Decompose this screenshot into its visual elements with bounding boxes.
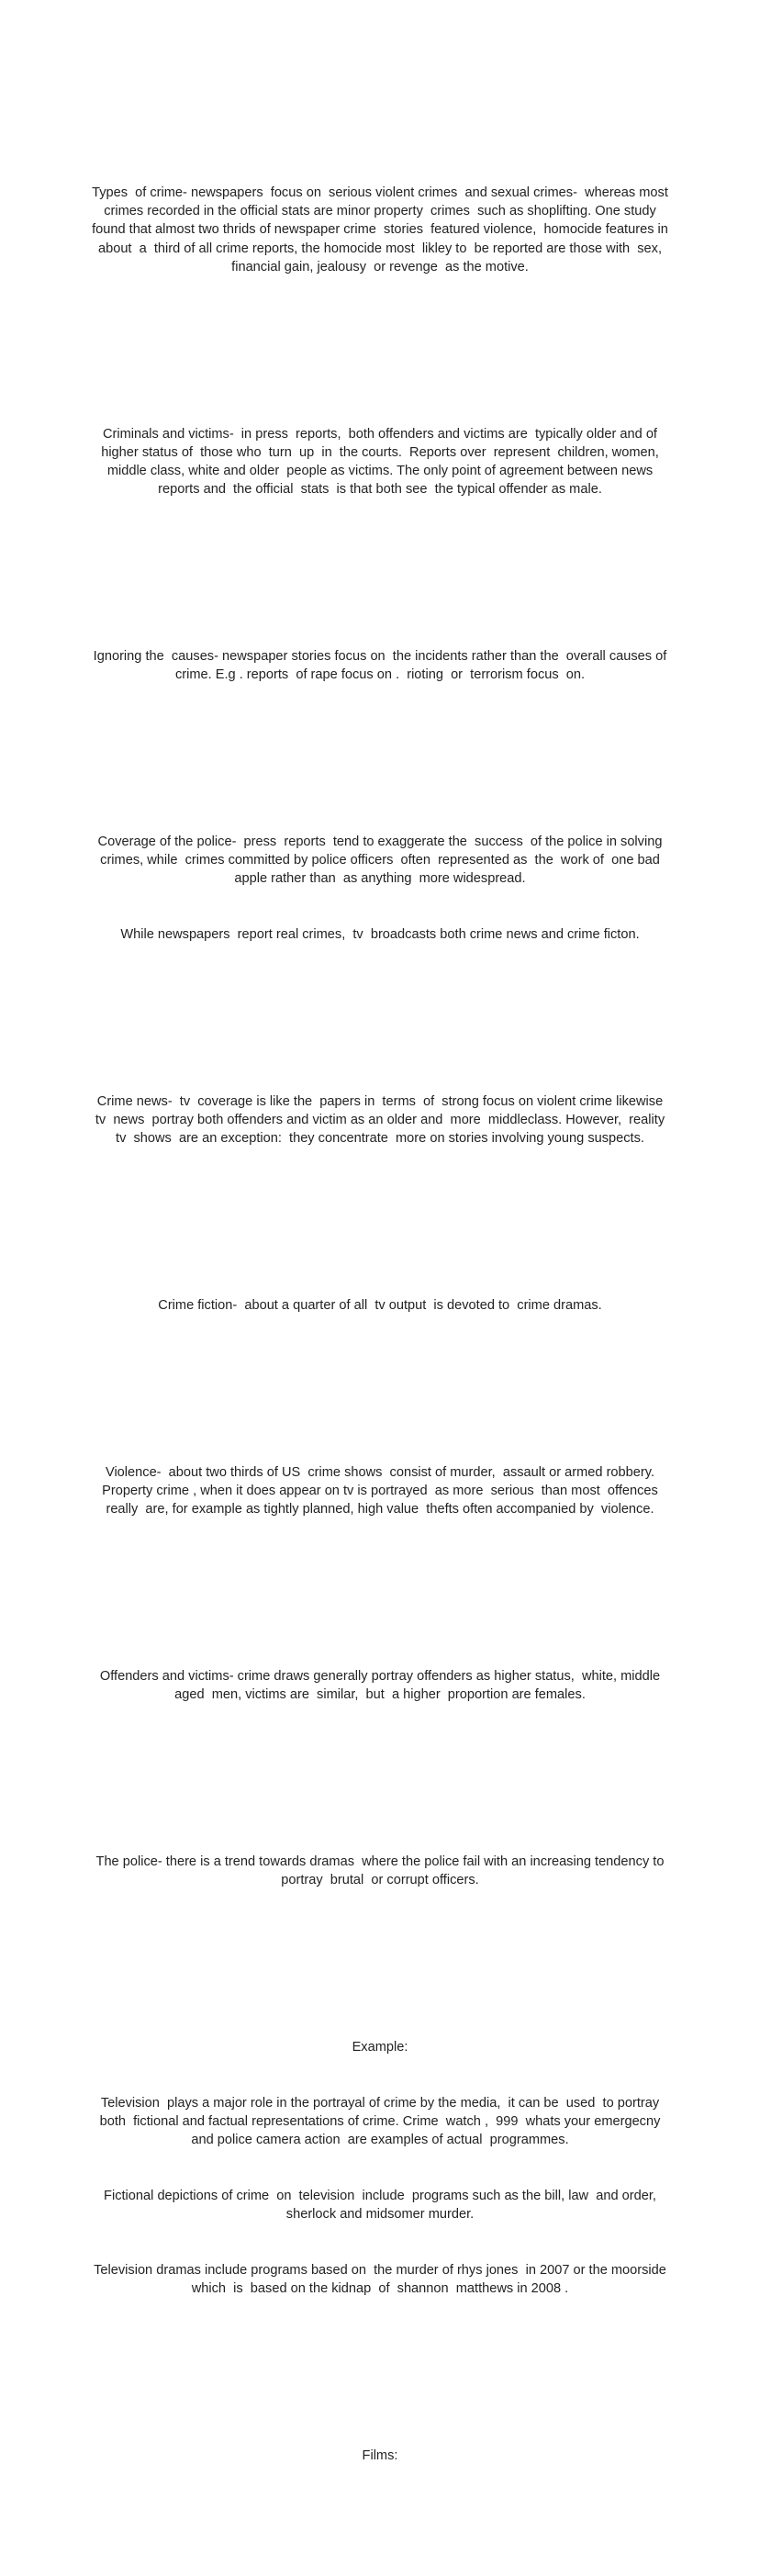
- paragraph-crime-fiction: [90, 1260, 670, 1352]
- paragraph-the-police: [90, 1816, 670, 1927]
- paragraph-line: Television dramas include programs based on the murder of rhys jones in 2007 or the moorside which is based on the kidnap of shannon matthews in 2008 .: [94, 2262, 670, 2296]
- paragraph-violence: [90, 1427, 670, 1556]
- paragraph-criminals-and-victims: [90, 387, 670, 536]
- paragraph-line: Crime fiction- about a quarter of all tv output is devoted to crime dramas.: [158, 1298, 602, 1314]
- paragraph-films: [90, 2409, 670, 2502]
- paragraph-line: Fictional depictions of crime on television include programs such as the bill, law and order, sherlock and midsomer murder.: [104, 2188, 665, 2223]
- paragraph-line: Criminals and victims- in press reports, both offenders and victims are typically older and of higher status of those who turn up in the courts. Reports over represent children, women, middle class, white and older people as victims. The only point of agreement between news reports and the official stats is that both see the typical offender as male.: [101, 426, 663, 498]
- paragraph-types-of-crime: [90, 147, 670, 314]
- paragraph-line: Violence- about two thirds of US crime shows consist of murder, assault or armed robbery. Property crime , when it does appear on tv is portrayed as more serious than most offences really are, for example as tightly planned, high value thefts often accompanied by violence.: [102, 1464, 662, 1518]
- paragraph-coverage-of-the-police: [90, 796, 670, 981]
- paragraph-line: Ignoring the causes- newspaper stories focus on the incidents rather than the overall causes of crime. E.g . reports of rape focus on . rioting or terrorism focus on.: [93, 649, 671, 683]
- document-body: [90, 91, 673, 2576]
- paragraph-line: While newspapers report real crimes, tv broadcasts both crime news and crime ficton.: [120, 927, 640, 943]
- paragraph-line: The police- there is a trend towards dramas where the police fail with an increasing tendency to portray brutal or corrupt officers.: [95, 1854, 668, 1888]
- paragraph-example: [90, 2001, 670, 2335]
- paragraph-line: Types of crime- newspapers focus on serious violent crimes and sexual crimes- whereas most crimes recorded in the official stats are minor property crimes such as shoplifting. One study found that almost two thrids of newspaper crime stories featured violence, homocide features in about a third of all crime reports, the homocide most likley to be reported are those with sex, financial gain, jealousy or revenge as the motive.: [92, 185, 672, 274]
- paragraph-ignoring-the-causes: [90, 610, 670, 722]
- example-heading: Example:: [352, 2040, 408, 2055]
- paragraph-crime-news: [90, 1056, 673, 1185]
- paragraph-line: Crime news- tv coverage is like the papers in terms of strong focus on violent crime likewise tv news portray both offenders and victim as an older and more middleclass. However, reality tv shows are an exception: they concentrate more on stories involving young suspects.: [95, 1093, 673, 1147]
- paragraph-line: Television plays a major role in the portrayal of crime by the media, it can be used to portray both fictional and factual representations of crime. Crime watch , 999 whats your emergecny and police camera action are examples of actual programmes.: [99, 2095, 665, 2148]
- paragraph-offenders-and-victims: [90, 1630, 670, 1742]
- paragraph-line: Coverage of the police- press reports tend to exaggerate the success of the police in solving crimes, while crimes committed by police officers often represented as the work of one bad apple rather than as anything more widespread.: [97, 834, 670, 887]
- paragraph-line: Offenders and victims- crime draws generally portray offenders as higher status, white, middle aged men, victims are similar, but a higher proportion are females.: [99, 1669, 668, 1703]
- films-heading: Films:: [362, 2447, 398, 2463]
